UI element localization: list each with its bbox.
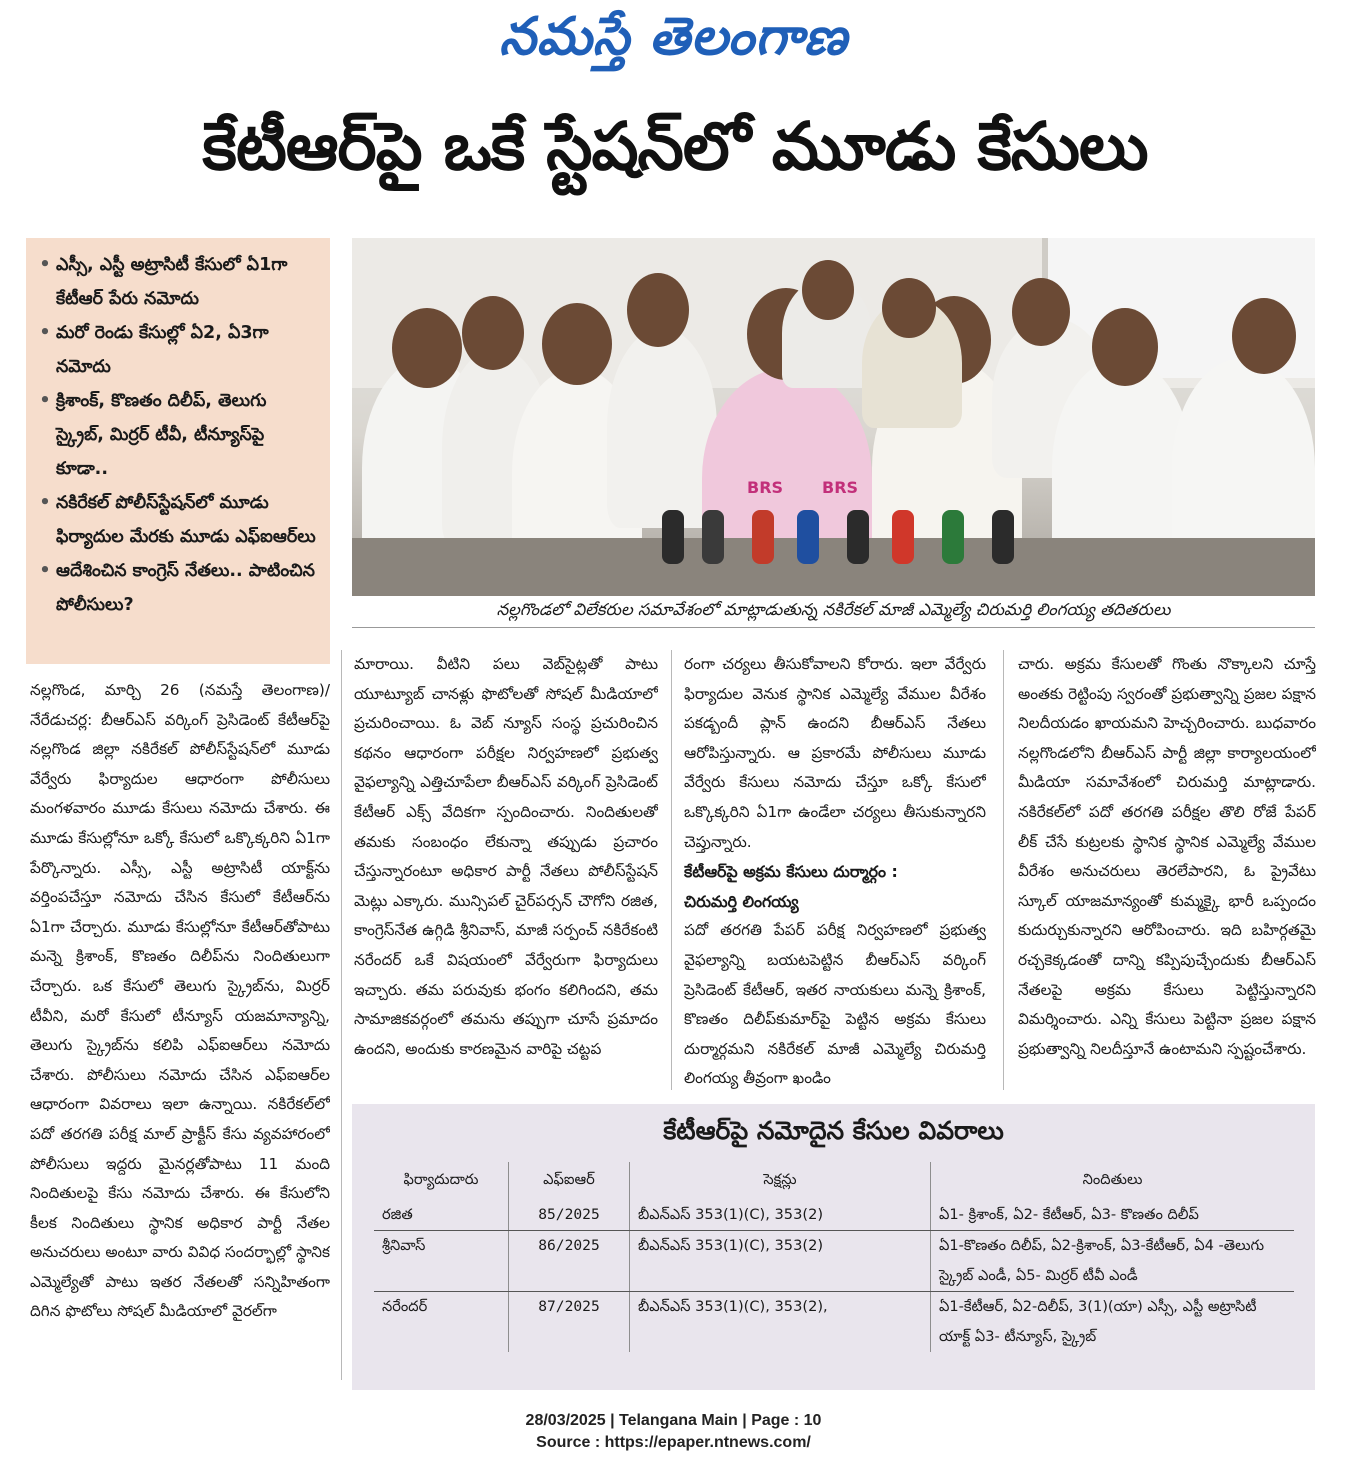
complainant-cell: రజిత [374,1200,509,1231]
microphone-icon [942,510,964,564]
bullet-icon: • [39,391,51,411]
table-row [374,1292,1294,1353]
table-row [374,1200,1294,1231]
bullet-icon: • [39,493,51,513]
column-divider [341,650,342,1380]
highlights-box [26,238,330,664]
sections-cell: బీఎన్‌ఎస్‌ 353(1)(C), 353(2) [630,1231,931,1292]
bullet-icon: • [39,323,51,343]
highlight-item: • నకిరేకల్‌ పోలీస్‌స్టేషన్‌లో మూడు ఫిర్యాదుల మేరకు మూడు ఎఫ్‌ఐఆర్‌లు [34,486,320,554]
accused-cell: ఏ1-కేటీఆర్‌, ఏ2-దిలీప్‌, 3(1)(యా) ఎస్సీ, ఎస్టీ అట్రాసిటీ యాక్ట్‌ ఏ3- టీన్యూస్‌, స్క్రైబ్‌ [939,1298,1257,1345]
column-header: సెక్షన్లు [630,1162,931,1200]
person-figure [607,328,717,528]
complainant-cell: నరేందర్‌ [374,1292,509,1353]
subheading-name: చిరుమర్తి లింగయ్య [684,891,799,911]
article-paragraph: రంగా చర్యలు తీసుకోవాలని కోరారు. ఇలా వేర్వేరు ఫిర్యాదుల వెనుక స్థానిక ఎమ్మెల్యే వేముల వీరేశం పకడ్బందీ ప్లాన్‌ ఉందని బీఆర్‌ఎస్‌ నేతలు ఆరోపిస్తున్నారు. ఆ ప్రకారమే పోలీసులు మూడు వేర్వేరు కేసులు నమోదు చేస్తూ ఒక్కో కేసులో ఒక్కొక్కరిని ఏ1గా ఉండేలా చర్యలు తీసుకున్నారని చెప్తున్నారు. [684,655,986,851]
article-column-1 [30,676,330,1380]
article-paragraph: మారాయి. వీటిని పలు వెబ్‌సైట్లతో పాటు యూట్యూబ్‌ చానళ్లు ఫొటోలతో సోషల్‌ మీడియాలో ప్రచురించాయి. ఓ వెబ్‌ న్యూస్‌ సంస్థ ప్రచురించిన కథనం ఆధారంగా పరీక్షల నిర్వహణలో ప్రభుత్వ వైఫల్యాన్ని ఎత్తిచూపేలా బీఆర్‌ఎస్‌ వర్కింగ్‌ ప్రెసిడెంట్‌ కేటీఆర్‌ ఎక్స్‌ వేదికగా స్పందించారు. నిందితులతో తమకు సంబంధం లేకున్నా తప్పుడు ప్రచారం చేస్తున్నారంటూ అధికార పార్టీ నేతలు పోలీస్‌స్టేషన్‌ మెట్లు ఎక్కారు. మున్సిపల్‌ చైర్‌పర్సన్‌ చౌగోని రజిత, కాంగ్రెస్‌నేత ఉగ్గిడి శ్రీనివాస్‌, మాజీ సర్పంచ్‌ నకిరేకంటి నరేందర్‌ ఒకే విషయంలో వేర్వేరుగా ఫిర్యాదులు ఇచ్చారు. తమ పరువుకు భంగం కలిగిందని, తమ సామాజికవర్గంలో తమను తప్పుగా చూసే ప్రమాదం ఉందని, అందుకు కారణమైన వారిపై చట్టప [354,655,658,1058]
article-column-4 [1018,650,1316,1090]
microphone-icon [892,510,914,564]
fir-cell: 87/2025 [509,1292,630,1353]
person-head [627,273,689,347]
sections-cell: బీఎన్‌ఎస్‌ 353(1)(C), 353(2), [630,1292,931,1353]
bullet-icon: • [39,255,51,275]
microphone-icon [797,510,819,564]
person-head [1012,278,1070,346]
cases-table [374,1162,1294,1352]
article-paragraph: చారు. అక్రమ కేసులతో గొంతు నొక్కాలని చూస్తే అంతకు రెట్టింపు స్వరంతో ప్రభుత్వాన్ని ప్రజల పక్షాన నిలదీయడం ఖాయమని హెచ్చరించారు. బుధవారం నల్లగొండలోని బీఆర్‌ఎస్‌ పార్టీ జిల్లా కార్యాలయంలో మీడియా సమావేశంలో చిరుమర్తి మాట్లాడారు. నకిరేకల్‌లో పదో తరగతి పరీక్షల తొలి రోజే పేపర్‌ లీక్‌ చేసే కుట్రలకు స్థానిక స్థానిక ఎమ్మెల్యే వేముల వీరేశం అనుచరులు తెరలేపారని, ఓ ప్రైవేటు స్కూల్‌ యాజమాన్యంతో కుమ్మక్కై భారీ ఒప్పందం కుదుర్చుకున్నారని ఆరోపించారు. ఇది బహిర్గతమై రచ్చకెక్కడంతో దాన్ని కప్పిపుచ్చేందుకు బీఆర్‌ఎస్‌ నేతలపై అక్రమ కేసులు పెట్టిస్తున్నారని విమర్శించారు. ఎన్ని కేసులు పెట్టినా ప్రజల పక్షాన ప్రభుత్వాన్ని నిలదీస్తూనే ఉంటామని స్పష్టంచేశారు. [1018,655,1316,1058]
microphone-icon [847,510,869,564]
newspaper-masthead: నమస్తే తెలంగాణ [499,6,848,67]
fir-cell: 85/2025 [509,1200,630,1231]
person-head [1092,308,1158,386]
person-head [802,260,854,320]
column-divider [1003,650,1004,1090]
highlight-item: • ఆదేశించిన కాంగ్రెస్‌ నేతలు.. పాటించిన పోలీసులు? [34,554,320,622]
column-divider [671,650,672,1090]
article-paragraph: నల్లగొండ, మార్చి 26 (నమస్తే తెలంగాణ)/నేరేడుచర్ల: బీఆర్‌ఎస్‌ వర్కింగ్‌ ప్రెసిడెంట్‌ కేటీఆర్‌పై నల్లగొండ జిల్లా నకిరేకల్‌ పోలీస్‌స్టేషన్‌లో మూడు వేర్వేరు ఫిర్యాదుల ఆధారంగా పోలీసులు మంగళవారం మూడు కేసులు నమోదు చేశారు. ఈ మూడు కేసుల్లోనూ ఒక్కో కేసులో ఒక్కొక్కరిని ఏ1గా పేర్కొన్నారు. ఎస్సీ, ఎస్టీ అట్రాసిటీ యాక్ట్‌ను వర్తింపచేస్తూ నమోదు చేసిన కేసులో కేటీఆర్‌ను ఏ1గా చేర్చారు. మూడు కేసుల్లోనూ కేటీఆర్‌తోపాటు మన్నె క్రిశాంక్‌, కొణతం దిలీప్‌ను నిందితులుగా చేర్చారు. ఒక కేసులో తెలుగు స్క్రైబ్‌ను, మిర్రర్‌ టీవీని, మరో కేసులో టీన్యూస్‌ యజమాన్యాన్ని, తెలుగు స్క్రైబ్‌ను కలిపి ఎఫ్‌ఐఆర్‌లు నమోదు చేశారు. పోలీసులు నమోదు చేసిన ఎఫ్‌ఐఆర్‌ల ఆధారంగా వివరాలు ఇలా ఉన్నాయి. నకిరేకల్‌లో పదో తరగతి పరీక్ష మాల్‌ ప్రాక్టీస్‌ కేసు వ్యవహారంలో పోలీసులు ఇద్దరు మైనర్లతోపాటు 11 మంది నిందితులపై కేసు నమోదు చేశారు. ఈ కేసులోని కీలక నిందితులు స్థానిక అధికార పార్టీ నేతల అనుచరులు అంటూ వారు వివిధ సందర్భాల్లో స్థానిక ఎమ్మెల్యేతో పాటు ఇతర నేతలతో సన్నిహితంగా దిగిన ఫొటోలు సోషల్‌ మీడియాలో వైరల్‌గా [30,681,330,1321]
person-head [392,308,462,388]
highlight-item: • మరో రెండు కేసుల్లో ఏ2, ఏ3గా నమోదు [34,316,320,384]
article-column-2 [354,650,658,1090]
sections-cell: బీఎన్‌ఎస్‌ 353(1)(C), 353(2) [630,1200,931,1231]
microphone-icon [992,510,1014,564]
subheading: కేటీఆర్‌పై అక్రమ కేసులు దుర్మార్గం : [684,862,898,882]
table-header-row [374,1162,1294,1200]
highlight-item: • క్రిశాంక్‌, కొణతం దిలీప్‌, తెలుగు స్క్రైబ్‌, మిర్రర్‌ టీవీ, టీన్యూస్‌పై కూడా.. [34,384,320,486]
highlight-item: • ఎస్సీ, ఎస్టీ అట్రాసిటీ కేసులో ఏ1గా కేటీఆర్‌ పేరు నమోదు [34,248,320,316]
person-head [1232,298,1296,374]
column-header: ఫిర్యాదుదారు [374,1162,509,1200]
column-header: నిందితులు [1082,1170,1143,1188]
table-row [374,1231,1294,1292]
person-head [882,278,936,338]
complainant-cell: శ్రీనివాస్‌ [374,1231,509,1292]
footer-date-page: 28/03/2025 | Telangana Main | Page : 10 [525,1412,822,1429]
fir-cell: 86/2025 [509,1231,630,1292]
accused-cell: ఏ1- క్రిశాంక్‌, ఏ2- కేటీఆర్‌, ఏ3- కొణతం దిలీప్‌ [931,1200,1295,1231]
person-head [542,303,612,385]
cases-details-box [352,1104,1315,1390]
cases-box-title: కేటీఆర్‌పై నమోదైన కేసుల వివరాలు [663,1116,1004,1145]
footer-source: Source : https://epaper.ntnews.com/ [536,1434,811,1451]
brs-label: BRS [747,478,784,497]
press-meet-photo [352,238,1315,596]
page-footer [0,1410,1347,1454]
bullet-icon: • [39,561,51,581]
article-column-3 [684,650,986,1090]
press-table [352,538,1315,596]
microphone-icon [702,510,724,564]
accused-cell: ఏ1-కొణతం దిలీప్‌, ఏ2-క్రిశాంక్‌, ఏ3-కేటీఆర్‌, ఏ4 -తెలుగు స్క్రైబ్‌ ఎండీ, ఏ5- మిర్రర్‌ టీవీ ఎండీ [931,1231,1295,1292]
microphone-icon [752,510,774,564]
article-paragraph: పదో తరగతి పేపర్‌ పరీక్ష నిర్వహణలో ప్రభుత్వ వైఫల్యాన్ని బయటపెట్టిన బీఆర్‌ఎస్‌ వర్కింగ్‌ ప్రెసిడెంట్‌ కేటీఆర్‌, ఇతర నాయకులు మన్నె క్రిశాంక్‌, కొణతం దిలీప్‌కుమార్‌పై పెట్టిన అక్రమ కేసులు దుర్మార్గమని నకిరేకల్‌ మాజీ ఎమ్మెల్యే చిరుమర్తి లింగయ్య తీవ్రంగా ఖండిం [684,921,986,1088]
photo-caption: నల్లగొండలో విలేకరుల సమావేశంలో మాట్లాడుతున్న నకిరేకల్‌ మాజీ ఎమ్మెల్యే చిరుమర్తి లింగయ్య తదితరులు [352,600,1315,628]
person-head [462,296,524,370]
page-headline: కేటీఆర్‌పై ఒకే స్టేషన్‌లో మూడు కేసులు [202,108,1148,185]
brs-label: BRS [822,478,859,497]
microphone-icon [662,510,684,564]
column-header: ఎఫ్‌ఐఆర్‌ [509,1162,630,1200]
